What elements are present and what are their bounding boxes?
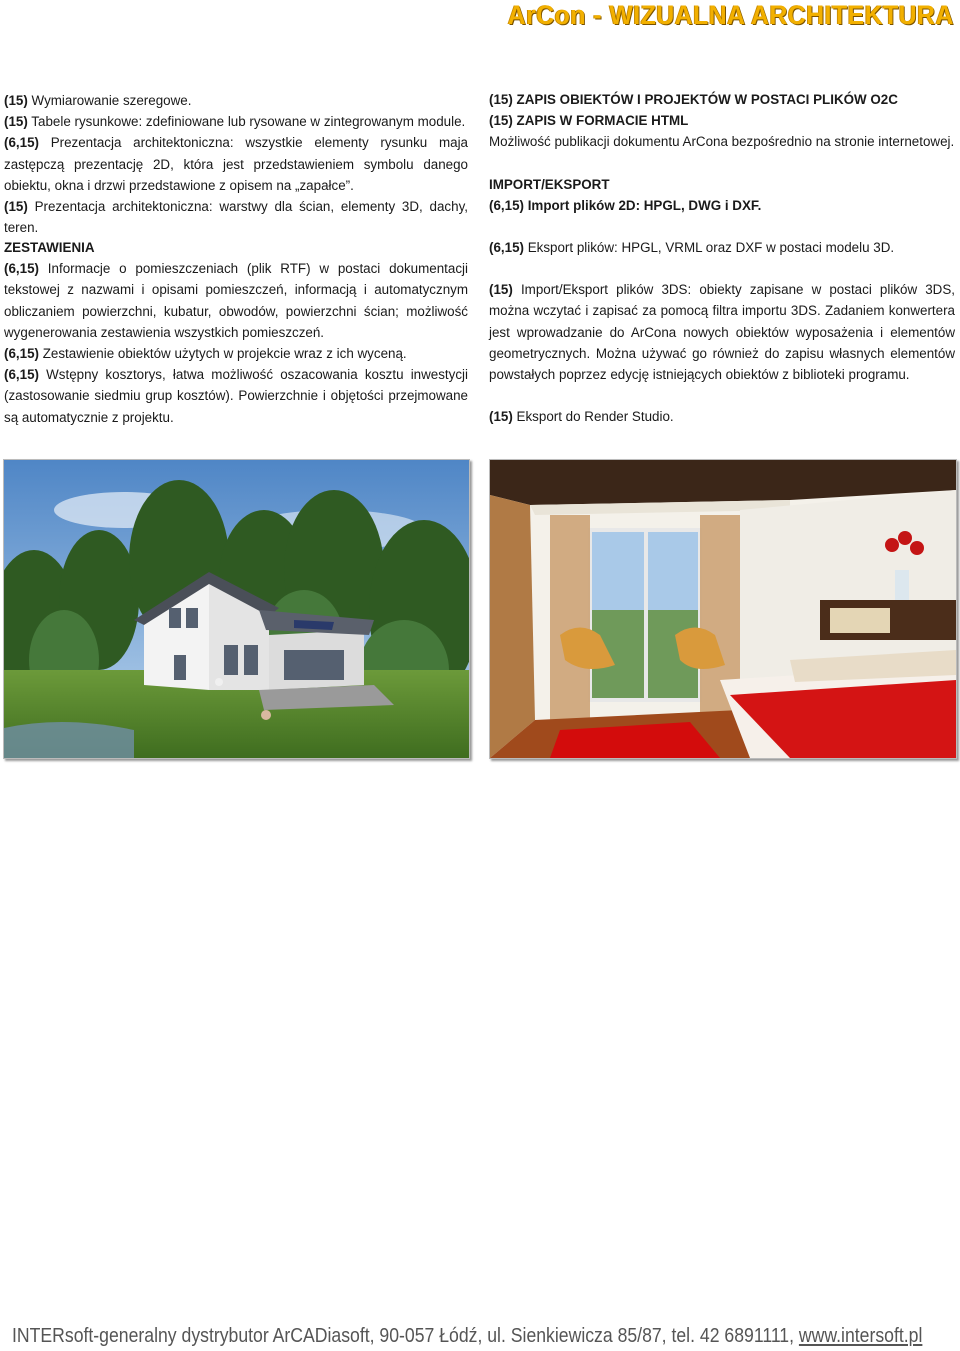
left-top-section	[4, 90, 468, 238]
paragraph: (6,15) Zestawienie obiektów użytych w projekcie wraz z ich wyceną.	[4, 346, 407, 362]
paragraph: (6,15) Informacje o pomieszczeniach (plik RTF) w postaci dokumentacji tekstowej z nazwami i opisami pomieszczeń, informacją i automatycznym obliczaniem powierzchni, kubatur, obwodów, powierzchni ścian; możliwość wygenerowania zestawienia wszystkich pomieszczeń.	[4, 261, 468, 340]
paragraph: (15) Eksport do Render Studio.	[489, 409, 674, 425]
section-heading: (15) ZAPIS OBIEKTÓW I PROJEKTÓW W POSTACI PLIKÓW O2C	[489, 92, 898, 107]
paragraph: (6,15) Import plików 2D: HPGL, DWG i DXF.	[489, 197, 762, 213]
paragraph: (15) Wymiarowanie szeregowe.	[4, 93, 192, 108]
section-heading: IMPORT/EKSPORT	[489, 176, 610, 192]
paragraph: (15) Prezentacja architektoniczna: warstwy dla ścian, elementy 3D, dachy, teren.	[4, 199, 468, 236]
bedroom-render-image	[489, 459, 957, 759]
section-heading: (15) ZAPIS W FORMACIE HTML	[489, 113, 689, 129]
paragraph: (6,15) Wstępny kosztorys, łatwa możliwość oszacowania kosztu inwestycji (zastosowanie siedmiu grup kosztów). Powierzchnie i objętości przejmowane są automatycznie z projektu.	[4, 367, 468, 425]
paragraph: (15) Tabele rysunkowe: zdefiniowane lub rysowane w zintegrowanym module.	[4, 114, 466, 130]
paragraph: (15) Import/Eksport plików 3DS: obiekty zapisane w postaci plików 3DS, można wczytać i zapisać za pomocą filtra importu 3DS. Zadaniem konwertera jest wprowadzanie do ArCona nowych obiektów wyposażenia i elementów geometrycznych. Można używać go również do zapisu własnych elementów powstałych poprzez edycję istniejących obiektów z biblioteki programu.	[489, 282, 955, 383]
section-heading: ZESTAWIENIA	[4, 240, 95, 255]
paragraph: (6,15) Prezentacja architektoniczna: wszystkie elementy rysunku maja zastępczą prezentację 2D, która jest przedstawieniem symbolu danego obiektu, okna i drzwi przedstawione z opisem na „zapałce”.	[4, 135, 468, 193]
page-title: ArCon - WIZUALNA ARCHITEKTURA	[507, 0, 954, 30]
footer: INTERsoft-generalny dystrybutor ArCADiasoft, 90-057 Łódź, ul. Sienkiewicza 85/87, tel. 42 6891111, www.intersoft.pl	[12, 1324, 923, 1347]
house-render-image	[3, 459, 470, 759]
right-mid-section	[489, 237, 955, 427]
zestawienia-section	[4, 237, 468, 428]
paragraph: Możliwość publikacji dokumentu ArCona bezpośrednio na stronie internetowej.	[489, 134, 955, 150]
website-link[interactable]: www.intersoft.pl	[798, 1324, 923, 1347]
paragraph: (6,15) Eksport plików: HPGL, VRML oraz DXF w postaci modelu 3D.	[489, 240, 895, 255]
right-top-section	[489, 89, 955, 216]
